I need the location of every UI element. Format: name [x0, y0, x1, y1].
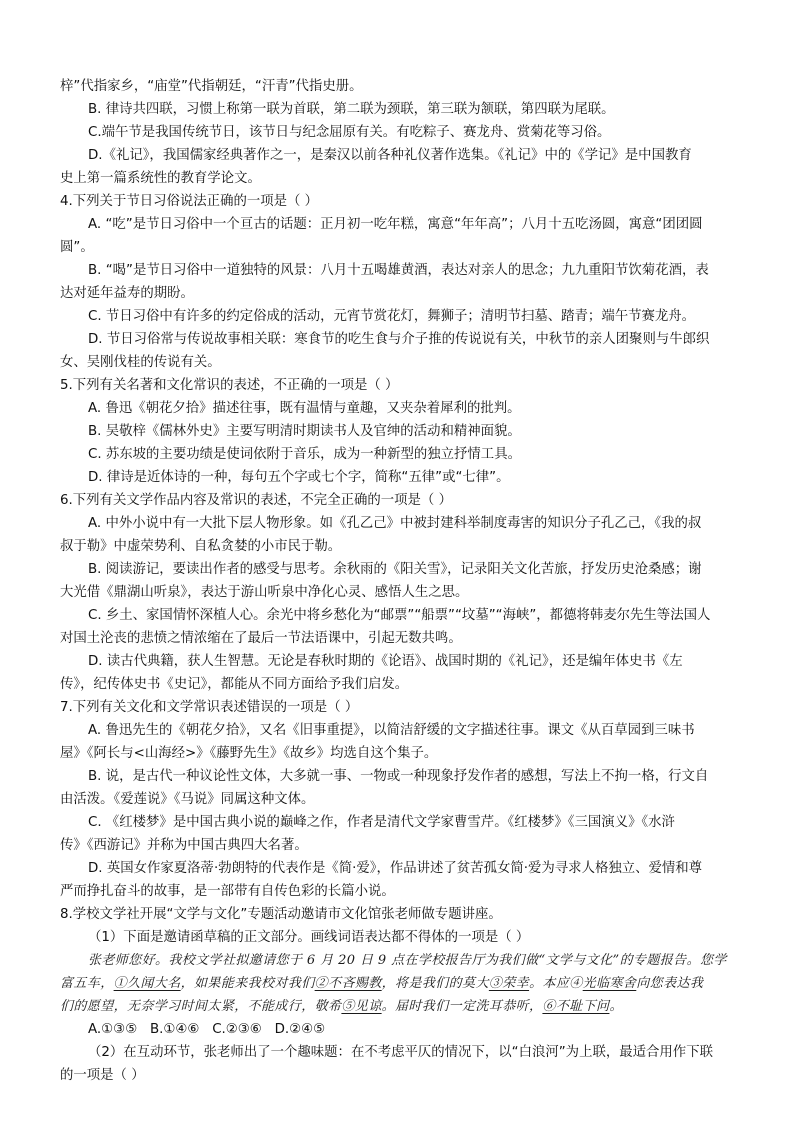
underlined-phrase: ⑤见谅 — [341, 999, 382, 1014]
text-line: 对国土沦丧的悲愤之情浓缩在了最后一节法语课中，引起无数共鸣。 — [60, 631, 462, 646]
option-b: B. 吴敬梓《儒林外史》主要写明清时期读书人及官绅的活动和精神面貌。 — [88, 424, 521, 439]
text-line: 的一项是（ ） — [60, 1068, 145, 1083]
question-6: 6.下列有关文学作品内容及常识的表述，不完全正确的一项是（ ） — [60, 493, 452, 508]
option-a: A. 鲁迅先生的《朝花夕拾》，又名《旧事重提》，以简洁舒缓的文字描述往事。课文《从百草园到三味书 — [88, 723, 695, 738]
answer-options: A.①③⑤ B.①④⑥ C.②③⑥ D.②④⑤ — [88, 1022, 326, 1037]
option-c: C. 乡土、家国情怀深植人心。余光中将乡愁化为“邮票”“船票”“坟墓”“海峡”，都德将韩麦尔先生等法国人 — [88, 608, 711, 623]
text-line: 史上第一篇系统性的教育学论文。 — [60, 171, 261, 186]
option-c: C. 《红楼梦》是中国古典小说的巅峰之作，作者是清代文学家曹雪芹。《红楼梦》《三国演义》《水浒 — [88, 815, 675, 830]
sub-question-2: （2）在互动环节，张老师出了一个趣味题：在不考虑平仄的情况下，以“白浪河”为上联，最适合用作下联 — [88, 1045, 713, 1060]
underlined-phrase: ②不吝赐教 — [314, 976, 382, 991]
option-c: C. 节日习俗中有许多的约定俗成的活动，元宵节赏花灯，舞狮子；清明节扫墓、踏青；端午节赛龙舟。 — [88, 309, 696, 324]
option-c: C.端午节是我国传统节日，该节日与纪念屈原有关。有吃粽子、赛龙舟、赏菊花等习俗。 — [88, 125, 611, 140]
option-d: D. 律诗是近体诗的一种，每句五个字或七个字，简称“五律”或“七律”。 — [88, 470, 510, 485]
sub-question-1: （1）下面是邀请函草稿的正文部分。画线词语表达都不得体的一项是（ ） — [88, 930, 530, 945]
underlined-phrase: ⑥不耻下问 — [542, 999, 610, 1014]
option-a: A. 中外小说中有一大批下层人物形象。如《孔乙己》中被封建科举制度毒害的知识分子孔乙己，《我的叔 — [88, 516, 702, 531]
option-c: C. 苏东坡的主要功绩是使词依附于音乐，成为一种新型的独立抒情工具。 — [88, 447, 521, 462]
letter-text: ，如果能来我校对我们 — [180, 976, 315, 991]
letter-text: 。届时我们一定洗耳恭听， — [381, 999, 543, 1014]
option-d: D. 节日习俗常与传说故事相关联：寒食节的吃生食与介子推的传说说有关，中秋节的亲人团聚则与牛郎织 — [88, 332, 710, 347]
letter-line-2 — [60, 974, 703, 994]
text-line: 由活泼。《爱莲说》《马说》同属这种文体。 — [60, 792, 315, 807]
letter-line-1: 张老师您好。我校文学社拟邀请您于 6 月 20 日 9 点在学校报告厅为我们做“文学与文化”的专题报告。您学 — [88, 953, 727, 968]
option-a: A. “吃”是节日习俗中一个亘古的话题：正月初一吃年糕，寓意“年年高”；八月十五吃汤圆，寓意“团团圆 — [88, 217, 703, 232]
text-line: 圆”。 — [60, 240, 94, 255]
question-7: 7.下列有关文化和文学常识表述错误的一项是（ ） — [60, 700, 359, 715]
text-line: 严而挣扎奋斗的故事，是一部带有自传色彩的长篇小说。 — [60, 884, 395, 899]
option-b: B. “喝”是节日习俗中一道独特的风景：八月十五喝雄黄酒，表达对亲人的思念；九九重阳节饮菊花酒，表 — [88, 263, 709, 278]
question-8: 8.学校文学社开展“文学与文化”专题活动邀请市文化馆张老师做专题讲座。 — [60, 907, 502, 922]
option-d: D. 英国女作家夏洛蒂·勃朗特的代表作是《简·爱》，作品讲述了贫苦孤女简·爱为寻求人格独立、爱情和尊 — [88, 861, 703, 876]
letter-text: 们的愿望，无奈学习时间太紧，不能成行，敬希 — [60, 999, 342, 1014]
text-line: 达对延年益寿的期盼。 — [60, 286, 194, 301]
letter-text: 。 — [609, 999, 623, 1014]
text-line: 屋》《阿长与<山海经>》《藤野先生》《故乡》均选自这个集子。 — [60, 746, 438, 761]
question-4: 4.下列关于节日习俗说法正确的一项是（ ） — [60, 194, 319, 209]
letter-text: 向您表达我 — [636, 976, 704, 991]
option-d: D. 读古代典籍，获人生智慧。无论是春秋时期的《论语》、战国时期的《礼记》，还是编年体史书《左 — [88, 654, 683, 669]
letter-text: 。本应④ — [529, 976, 583, 991]
letter-text: ，将是我们的莫大 — [381, 976, 489, 991]
letter-line-3 — [60, 997, 623, 1017]
text-line: 女、吴刚伐桂的传说有关。 — [60, 355, 221, 370]
underlined-phrase: ③荣幸 — [488, 976, 530, 991]
text-line: 大光借《鼎湖山听泉》，表达于游山听泉中净化心灵、感悟人生之思。 — [60, 585, 469, 600]
underlined-phrase: ①久闻大名 — [113, 976, 181, 991]
option-d: D.《礼记》，我国儒家经典著作之一，是秦汉以前各种礼仪著作选集。《礼记》中的《学记》是中国教育 — [88, 148, 692, 163]
option-a: A. 鲁迅《朝花夕拾》描述往事，既有温情与童趣，又夹杂着犀利的批判。 — [88, 401, 521, 416]
question-5: 5.下列有关名著和文化常识的表述，不正确的一项是（ ） — [60, 378, 399, 393]
option-b: B. 律诗共四联，习惯上称第一联为首联，第二联为颈联，第三联为颔联，第四联为尾联。 — [88, 102, 615, 117]
text-line: 传》《西游记》并称为中国古典四大名著。 — [60, 838, 308, 853]
option-b: B. 阅读游记，要读出作者的感受与思考。余秋雨的《阳关雪》，记录阳关文化苦旅，抒发历史沧桑感；谢 — [88, 562, 702, 577]
option-b: B. 说，是古代一种议论性文体，大多就一事、一物或一种现象抒发作者的感想，写法上不拘一格，行文自 — [88, 769, 709, 784]
text-line: 传》，纪传体史书《史记》，都能从不同方面给予我们启发。 — [60, 677, 409, 692]
underlined-phrase: 光临寒舍 — [582, 976, 637, 991]
text-line: 梓”代指家乡，“庙堂”代指朝廷，“汗青”代指史册。 — [60, 79, 363, 94]
text-line: 叔于勒》中虚荣势利、自私贪婪的小市民于勒。 — [60, 539, 342, 554]
letter-text: 富五车， — [60, 976, 114, 991]
